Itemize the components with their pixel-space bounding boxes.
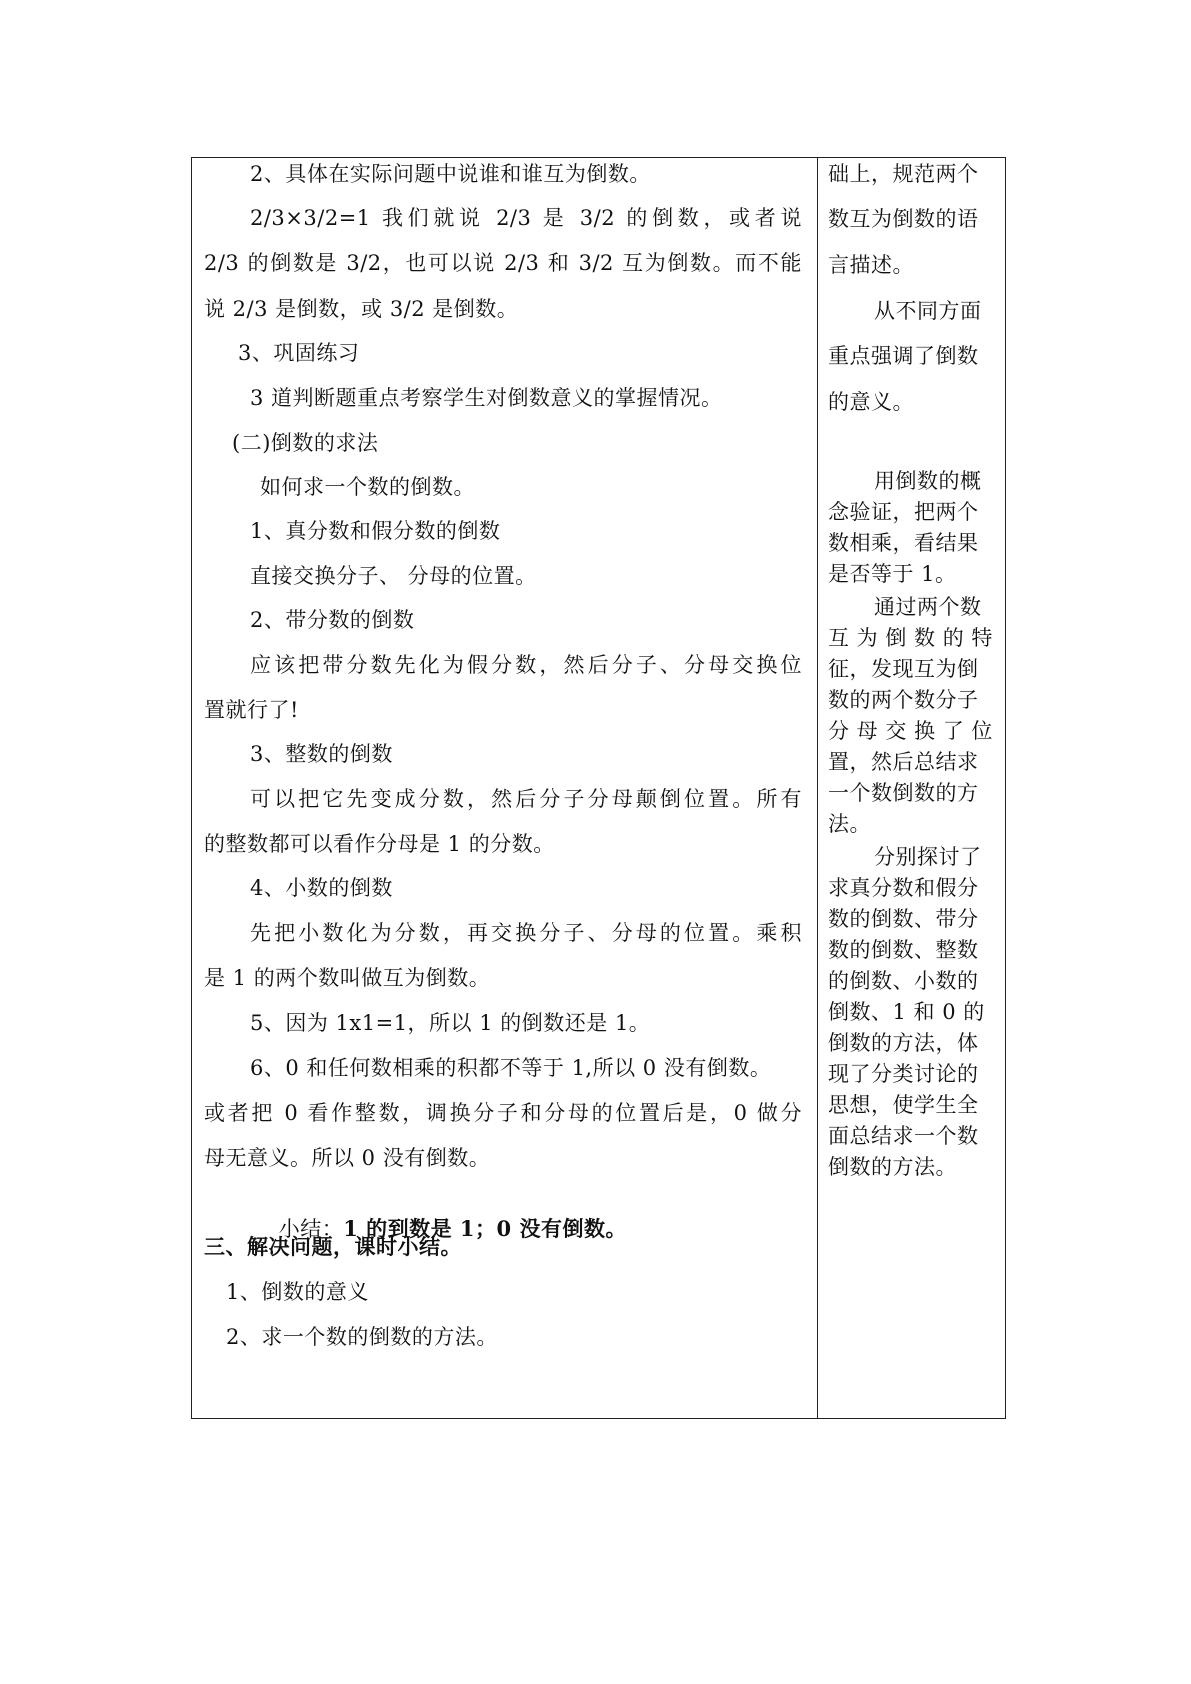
side-line-11: 通过两个数 [874,595,982,619]
summary-bold-text: 1 的到数是 1；0 没有倒数。 [343,1216,627,1241]
main-line-3: 2/3 的倒数是 3/2，也可以说 2/3 和 3/2 互为倒数。而不能 [204,251,802,275]
side-line-18: 法。 [828,812,871,836]
main-line-5: 3、巩固练习 [238,341,360,365]
side-line-26: 现了分类讨论的 [828,1062,979,1086]
side-line-9: 数相乘，看结果 [828,531,979,555]
side-line-24: 倒数、1 和 0 的 [828,1000,985,1024]
side-line-3: 言描述。 [828,253,914,277]
section3-item-2: 2、求一个数的倒数的方法。 [226,1325,498,1349]
side-line-29: 倒数的方法。 [828,1155,957,1179]
main-line-16: 的整数都可以看作分母是 1 的分数。 [204,832,555,856]
main-line-9: 1、真分数和假分数的倒数 [250,519,501,543]
side-column [828,0,1000,1684]
side-line-25: 倒数的方法，体 [828,1031,979,1055]
side-line-2: 数互为倒数的语 [828,207,979,231]
main-line-6: 3 道判断题重点考察学生对倒数意义的掌握情况。 [250,386,723,410]
column-divider [817,157,818,1419]
main-line-21: 6、0 和任何数相乘的积都不等于 1,所以 0 没有倒数。 [250,1056,772,1080]
side-line-28: 面总结求一个数 [828,1124,979,1148]
main-line-14: 3、整数的倒数 [250,742,393,766]
summary-label: 小结： [278,1217,344,1241]
section3-item-1: 1、倒数的意义 [226,1280,369,1304]
side-line-15: 分 母 交 换 了 位 [828,719,993,743]
main-line-11: 2、带分数的倒数 [250,608,415,632]
side-line-16: 置，然后总结求 [828,750,979,774]
main-line-22: 或者把 0 看作整数，调换分子和分母的位置后是，0 做分 [204,1101,802,1125]
side-line-1: 础上，规范两个 [828,162,979,186]
main-line-13: 置就行了! [204,698,299,722]
main-line-23: 母无意义。所以 0 没有倒数。 [204,1146,491,1170]
side-line-8: 念验证，把两个 [828,500,979,524]
main-line-8: 如何求一个数的倒数。 [260,475,475,499]
side-line-22: 数的倒数、整数 [828,938,979,962]
side-line-4: 从不同方面 [874,299,982,323]
main-line-20: 5、因为 1x1=1，所以 1 的倒数还是 1。 [250,1011,651,1035]
main-line-10: 直接交换分子、 分母的位置。 [250,564,537,588]
main-line-2: 2/3×3/2=1 我们就说 2/3 是 3/2 的倒数，或者说 [250,206,802,230]
main-line-7: (二)倒数的求法 [232,431,379,455]
side-line-17: 一个数倒数的方 [828,781,979,805]
side-line-14: 数的两个数分子 [828,688,979,712]
side-line-6: 的意义。 [828,390,914,414]
side-line-23: 的倒数、小数的 [828,969,979,993]
side-line-20: 求真分数和假分 [828,876,979,900]
side-line-7: 用倒数的概 [874,469,982,493]
main-line-1: 2、具体在实际问题中说谁和谁互为倒数。 [250,162,651,186]
side-line-19: 分别探讨了 [874,845,982,869]
main-line-19: 是 1 的两个数叫做互为倒数。 [204,966,491,990]
main-line-4: 说 2/3 是倒数，或 3/2 是倒数。 [204,297,519,321]
main-column [204,0,804,1684]
main-line-17: 4、小数的倒数 [250,876,393,900]
side-line-10: 是否等于 1。 [828,562,957,586]
side-line-27: 思想，使学生全 [828,1093,979,1117]
side-line-21: 数的倒数、带分 [828,907,979,931]
section3-title: 三、解决问题，课时小结。 [204,1234,462,1259]
side-line-12: 互 为 倒 数 的 特 [828,626,993,650]
main-line-12: 应该把带分数先化为假分数，然后分子、分母交换位 [250,653,802,677]
main-line-15: 可以把它先变成分数，然后分子分母颠倒位置。所有 [250,787,802,811]
side-line-5: 重点强调了倒数 [828,344,979,368]
main-line-18: 先把小数化为分数，再交换分子、分母的位置。乘积 [250,921,802,945]
side-line-13: 征，发现互为倒 [828,657,979,681]
